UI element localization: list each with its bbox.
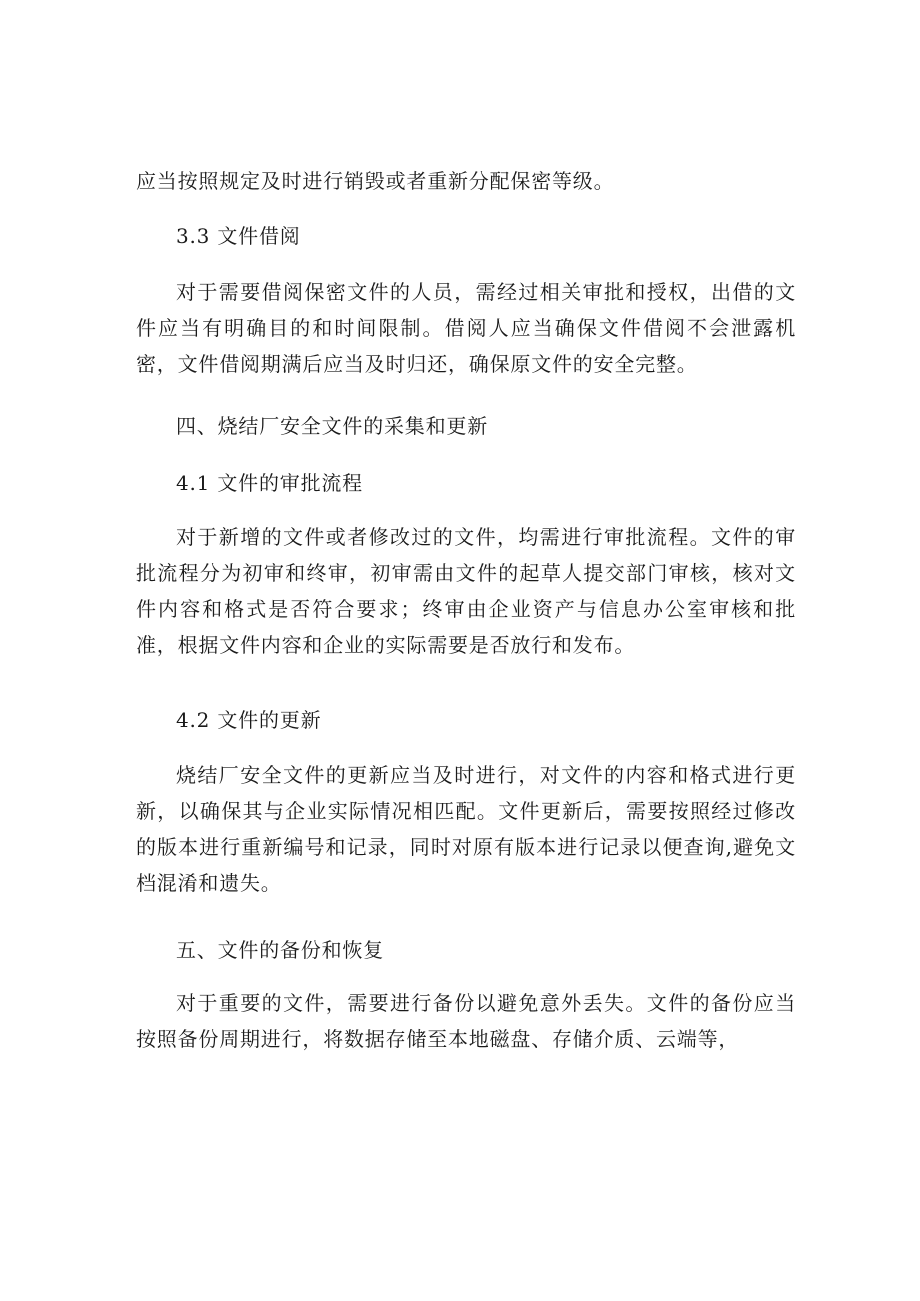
paragraph-4-1: 对于新增的文件或者修改过的文件，均需进行审批流程。文件的审批流程分为初审和终审，初审需由文件的起草人提交部门审核，核对文件内容和格式是否符合要求；终审由企业资产与信息办公室审核和批准，根据文件内容和企业的实际需要是否放行和发布。 <box>136 525 796 657</box>
paragraph-continuation: 应当按照规定及时进行销毁或者重新分配保密等级。 <box>136 169 615 193</box>
paragraph-5: 对于重要的文件，需要进行备份以避免意外丢失。文件的备份应当按照备份周期进行，将数据存储至本地磁盘、存储介质、云端等， <box>136 991 796 1051</box>
section-heading-4-2: 4.2 文件的更新 <box>176 708 322 732</box>
paragraph-3-3: 对于需要借阅保密文件的人员，需经过相关审批和授权，出借的文件应当有明确目的和时间限制。借阅人应当确保文件借阅不会泄露机密，文件借阅期满后应当及时归还，确保原文件的安全完整。 <box>136 280 796 376</box>
section-heading-4: 四、烧结厂安全文件的采集和更新 <box>176 414 488 438</box>
paragraph-4-2: 烧结厂安全文件的更新应当及时进行，对文件的内容和格式进行更新，以确保其与企业实际情况相匹配。文件更新后，需要按照经过修改的版本进行重新编号和记录，同时对原有版本进行记录以便查询,避免文档混淆和遗失。 <box>136 763 796 895</box>
section-heading-4-1: 4.1 文件的审批流程 <box>176 471 363 495</box>
section-heading-5: 五、文件的备份和恢复 <box>176 938 384 962</box>
section-heading-3-3: 3.3 文件借阅 <box>176 224 301 248</box>
